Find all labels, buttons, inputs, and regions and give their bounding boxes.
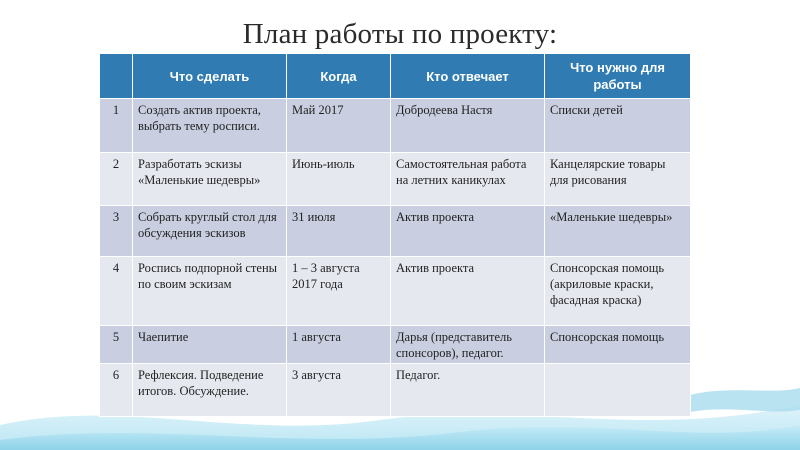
table-row <box>100 206 691 257</box>
responsible-cell: Актив проекта <box>391 257 545 326</box>
responsible-cell: Педагог. <box>391 364 545 417</box>
plan-table <box>99 53 691 417</box>
when-cell: Май 2017 <box>287 99 391 153</box>
task-cell: Рефлексия. Подведение итогов. Обсуждение. <box>133 364 287 417</box>
row-number: 6 <box>100 364 133 417</box>
when-cell: Июнь-июль <box>287 153 391 206</box>
header-responsible: Кто отвечает <box>391 54 545 99</box>
row-number: 3 <box>100 206 133 257</box>
needs-cell: Списки детей <box>545 99 691 153</box>
task-cell: Собрать круглый стол для обсуждения эскизов <box>133 206 287 257</box>
header-needs: Что нужно для работы <box>545 54 691 99</box>
row-number: 5 <box>100 326 133 364</box>
row-number: 2 <box>100 153 133 206</box>
table-row <box>100 364 691 417</box>
needs-cell: Спонсорская помощь <box>545 326 691 364</box>
table-row <box>100 326 691 364</box>
responsible-cell: Актив проекта <box>391 206 545 257</box>
when-cell: 3 августа <box>287 364 391 417</box>
wave-right-top <box>690 388 800 412</box>
needs-cell: Канцелярские товары для рисования <box>545 153 691 206</box>
responsible-cell: Дарья (представитель спонсоров), педагог. <box>391 326 545 364</box>
when-cell: 31 июля <box>287 206 391 257</box>
row-number: 4 <box>100 257 133 326</box>
row-number: 1 <box>100 99 133 153</box>
when-cell: 1 августа <box>287 326 391 364</box>
task-cell: Создать актив проекта, выбрать тему росписи. <box>133 99 287 153</box>
task-cell: Разработать эскизы «Маленькие шедевры» <box>133 153 287 206</box>
table-row <box>100 257 691 326</box>
table-header-row <box>100 54 691 99</box>
header-number <box>100 54 133 99</box>
table-row <box>100 99 691 153</box>
responsible-cell: Добродеева Настя <box>391 99 545 153</box>
task-cell: Роспись подпорной стены по своим эскизам <box>133 257 287 326</box>
when-cell: 1 – 3 августа 2017 года <box>287 257 391 326</box>
task-cell: Чаепитие <box>133 326 287 364</box>
responsible-cell: Самостоятельная работа на летних каникулах <box>391 153 545 206</box>
slide-title: План работы по проекту: <box>242 18 558 50</box>
table-row <box>100 153 691 206</box>
needs-cell <box>545 364 691 417</box>
header-task: Что сделать <box>133 54 287 99</box>
header-when: Когда <box>287 54 391 99</box>
needs-cell: Спонсорская помощь (акриловые краски, фасадная краска) <box>545 257 691 326</box>
needs-cell: «Маленькие шедевры» <box>545 206 691 257</box>
